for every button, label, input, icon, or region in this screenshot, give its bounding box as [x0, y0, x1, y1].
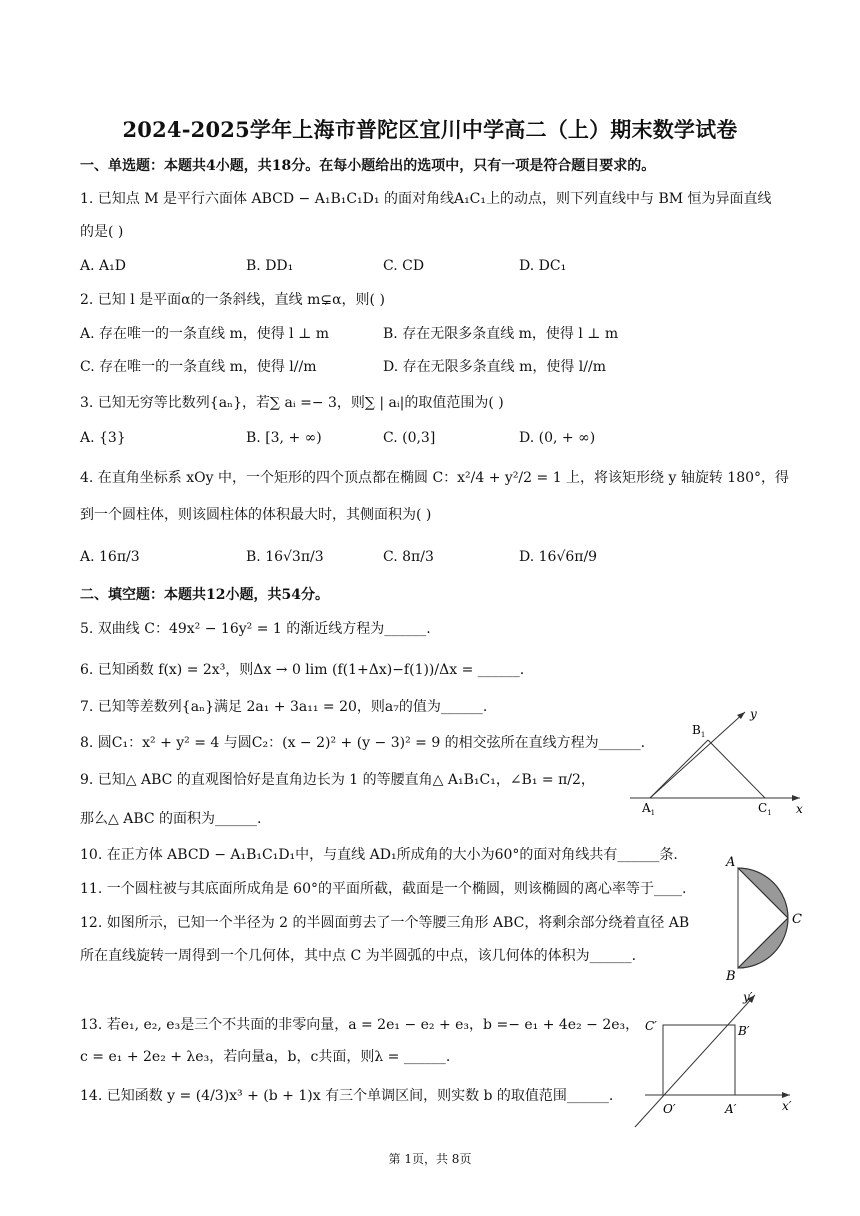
label-c: C — [792, 912, 802, 927]
question-4-stem: 4. 在直角坐标系 xOy 中，一个矩形的四个顶点都在椭圆 C：x²/4 + y²/2 = 1 上，将该矩形绕 y 轴旋转 180°，得 — [80, 470, 790, 486]
label-b-prime: B′ — [738, 1024, 750, 1038]
q4-option-a: A. 16π/3 — [80, 549, 140, 565]
question-3-stem: 3. 已知无穷等比数列{aₙ}，若∑ aᵢ =− 3，则∑ | aᵢ|的取值范围为( ) — [80, 395, 504, 411]
label-a1: $A_1$ — [642, 801, 656, 817]
label-a: A — [726, 855, 736, 870]
question-13-cont: c = e₁ + 2e₂ + λe₃，若向量a，b，c共面，则λ = ______. — [80, 1049, 451, 1065]
question-10: 10. 在正方体 ABCD − A₁B₁C₁D₁中，与直线 AD₁所成角的大小为60°的面对角线共有______条. — [80, 847, 678, 863]
page-title: 2024-2025学年上海市普陀区宜川中学高二（上）期末数学试卷 — [122, 117, 738, 142]
label-c1: $C_1$ — [758, 801, 772, 817]
question-4-stem-cont: 到一个圆柱体，则该圆柱体的体积最大时，其侧面积为( ) — [80, 507, 432, 523]
figure-q12-semicircle — [720, 850, 820, 980]
q1-option-b: B. DD₁ — [246, 258, 294, 274]
question-1-stem-cont: 的是( ) — [80, 224, 124, 240]
question-2-stem: 2. 已知 l 是平面α的一条斜线，直线 m⊊α，则( ) — [80, 292, 385, 308]
label-y-prime: y′ — [743, 990, 753, 1004]
page-footer: 第 1页，共 8页 — [388, 1152, 472, 1166]
label-a-prime: A′ — [725, 1102, 737, 1116]
label-x-prime: x′ — [782, 1099, 792, 1113]
question-13: 13. 若e₁, e₂, e₃是三个不共面的非零向量，a = 2e₁ − e₂ + e₃，b =− e₁ + 4e₂ − 2e₃， — [80, 1017, 640, 1033]
question-12: 12. 如图所示，已知一个半径为 2 的半圆面剪去了一个等腰三角形 ABC，将剩余部分绕着直径 AB — [80, 915, 690, 931]
question-9-cont: 那么△ ABC 的面积为______. — [80, 811, 262, 827]
question-8: 8. 圆C₁：x² + y² = 4 与圆C₂：(x − 2)² + (y − 3)² = 9 的相交弦所在直线方程为______. — [80, 735, 646, 751]
label-b1: $B_1$ — [692, 723, 706, 739]
label-b: B — [726, 969, 736, 980]
question-9: 9. 已知△ ABC 的直观图恰好是直角边长为 1 的等腰直角△ A₁B₁C₁，∠B₁ = π/2， — [80, 772, 595, 788]
label-x-axis: x — [796, 802, 803, 816]
question-5: 5. 双曲线 C：49x² − 16y² = 1 的渐近线方程为______. — [80, 621, 431, 637]
q1-option-a: A. A₁D — [80, 258, 126, 274]
question-14: 14. 已知函数 y = (4/3)x³ + (b + 1)x 有三个单调区间，则实数 b 的取值范围______. — [80, 1088, 614, 1104]
q3-option-b: B. [3, + ∞) — [246, 430, 322, 446]
question-7: 7. 已知等差数列{aₙ}满足 2a₁ + 3a₁₁ = 20，则a₇的值为______. — [80, 699, 488, 715]
q2-option-d: D. 存在无限多条直线 m，使得 l//m — [383, 359, 606, 375]
figure-q13-oblique — [625, 985, 805, 1135]
label-o-prime: O′ — [663, 1102, 676, 1116]
question-12-cont: 所在直线旋转一周得到一个几何体，其中点 C 为半圆弧的中点，该几何体的体积为______. — [80, 948, 637, 964]
q4-option-c: C. 8π/3 — [383, 549, 434, 565]
q1-option-c: C. CD — [383, 258, 425, 274]
q2-option-b: B. 存在无限多条直线 m，使得 l ⊥ m — [383, 326, 619, 342]
q3-option-c: C. (0,3] — [383, 430, 436, 446]
q2-option-c: C. 存在唯一的一条直线 m，使得 l//m — [80, 359, 317, 375]
question-1-stem: 1. 已知点 M 是平行六面体 ABCD − A₁B₁C₁D₁ 的面对角线A₁C₁上的动点，则下列直线中与 BM 恒为异面直线 — [80, 191, 772, 207]
figure-q9-diagram — [620, 700, 810, 825]
q3-option-a: A. {3} — [80, 430, 126, 446]
q4-option-b: B. 16√3π/3 — [246, 549, 324, 565]
q3-option-d: D. (0, + ∞) — [519, 430, 596, 446]
section-heading-single-choice: 一、单选题：本题共4小题，共18分。在每小题给出的选项中，只有一项是符合题目要求的。 — [80, 158, 656, 174]
question-11: 11. 一个圆柱被与其底面所成角是 60°的平面所截，截面是一个椭圆，则该椭圆的离心率等于____. — [80, 881, 687, 897]
question-6: 6. 已知函数 f(x) = 2x³，则Δx → 0 lim (f(1+Δx)−f(1))/Δx = ______. — [80, 662, 525, 678]
q4-option-d: D. 16√6π/9 — [519, 549, 598, 565]
q1-option-d: D. DC₁ — [519, 258, 567, 274]
label-c-prime: C′ — [645, 1019, 657, 1033]
q2-option-a: A. 存在唯一的一条直线 m，使得 l ⊥ m — [80, 326, 330, 342]
label-y-axis: y — [750, 707, 757, 721]
section-heading-fill-in: 二、填空题：本题共12小题，共54分。 — [80, 587, 329, 603]
